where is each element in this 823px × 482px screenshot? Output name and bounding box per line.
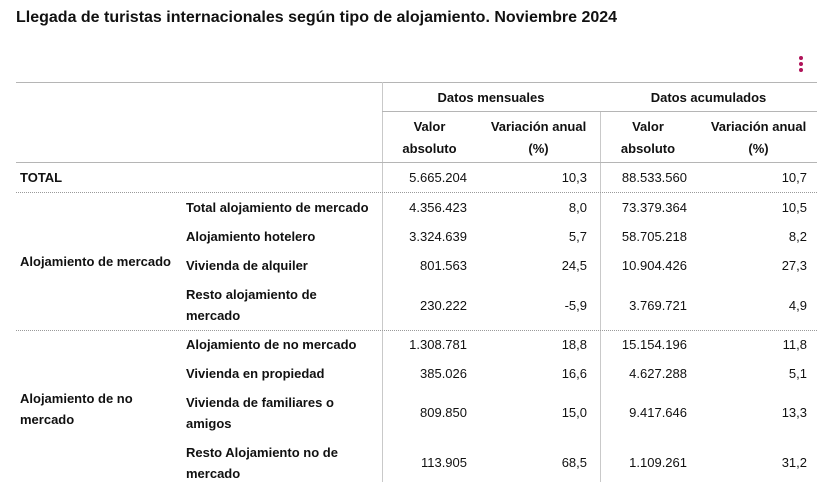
row-label: Vivienda de familiares o [186,395,334,410]
row-cumulative-value: 4.627.288 [629,366,687,381]
header-value-monthly-l1: Valor [413,119,446,134]
total-cumulative-value: 88.533.560 [621,170,687,185]
row-label: Total alojamiento de mercado [186,200,369,215]
row-monthly-value: 801.563 [420,258,467,273]
vertical-dots-icon[interactable] [796,56,806,74]
group-label-market: Alojamiento de mercado [20,254,171,269]
row-cumulative-value: 15.154.196 [621,337,687,352]
row-monthly-variation: 15,0 [561,405,587,420]
row-label: Vivienda en propiedad [186,366,325,381]
row-label: Alojamiento hotelero [186,229,316,244]
row-cumulative-variation: 27,3 [781,258,807,273]
row-monthly-value: 1.308.781 [409,337,467,352]
row-cumulative-value: 10.904.426 [621,258,687,273]
row-monthly-variation: 68,5 [561,455,587,470]
row-cumulative-value: 58.705.218 [621,229,687,244]
header-group-divider [382,111,817,112]
column-divider [600,112,601,482]
header-value-cumulative-l1: Valor [632,119,664,134]
total-label: TOTAL [20,170,63,185]
row-label: Alojamiento de no mercado [186,337,357,352]
header-group-monthly: Datos mensuales [437,90,545,105]
row-cumulative-variation: 10,5 [781,200,807,215]
row-monthly-value: 230.222 [420,298,467,313]
table-top-border [16,82,817,83]
page-title: Llegada de turistas internacionales según tipo de alojamiento. Noviembre 2024 [16,9,618,26]
row-monthly-variation: -5,9 [564,298,587,313]
row-monthly-variation: 8,0 [568,200,587,215]
total-cumulative-variation: 10,7 [781,170,807,185]
header-value-monthly-l2: absoluto [402,141,457,156]
total-monthly-value: 5.665.204 [409,170,467,185]
header-var-monthly-l2: (%) [528,141,549,156]
row-monthly-value: 113.905 [420,455,467,470]
header-bottom-border [16,162,817,163]
row-cumulative-value: 3.769.721 [629,298,687,313]
row-cumulative-value: 1.109.261 [629,455,687,470]
group-label-non-market: Alojamiento de no [20,391,133,406]
header-group-cumulative: Datos acumulados [650,90,767,105]
total-monthly-variation: 10,3 [561,170,587,185]
row-cumulative-variation: 11,8 [782,337,807,352]
row-label: Resto alojamiento de [186,287,317,302]
row-monthly-value: 385.026 [420,366,467,381]
row-monthly-variation: 24,5 [561,258,587,273]
row-monthly-value: 809.850 [420,405,467,420]
group-label-non-market-cont: mercado [20,412,75,427]
row-monthly-variation: 18,8 [561,337,587,352]
row-cumulative-variation: 4,9 [788,298,807,313]
row-monthly-variation: 16,6 [561,366,587,381]
row-cumulative-variation: 5,1 [788,366,807,381]
header-var-monthly-l1: Variación anual [490,119,587,134]
row-label-cont: mercado [186,466,241,481]
row-divider [16,330,817,331]
row-monthly-value: 3.324.639 [409,229,467,244]
header-var-cumulative-l2: (%) [748,141,769,156]
row-cumulative-variation: 31,2 [781,455,807,470]
row-monthly-value: 4.356.423 [409,200,467,215]
row-cumulative-value: 9.417.646 [629,405,687,420]
row-label: Vivienda de alquiler [186,258,308,273]
row-divider [16,192,817,193]
row-label: Resto Alojamiento no de [186,445,338,460]
row-cumulative-variation: 8,2 [788,229,807,244]
row-label-cont: amigos [186,416,232,431]
row-monthly-variation: 5,7 [568,229,587,244]
row-cumulative-value: 73.379.364 [621,200,687,215]
header-var-cumulative-l1: Variación anual [710,119,807,134]
header-value-cumulative-l2: absoluto [620,141,676,156]
row-cumulative-variation: 13,3 [781,405,807,420]
row-label-cont: mercado [186,308,241,323]
